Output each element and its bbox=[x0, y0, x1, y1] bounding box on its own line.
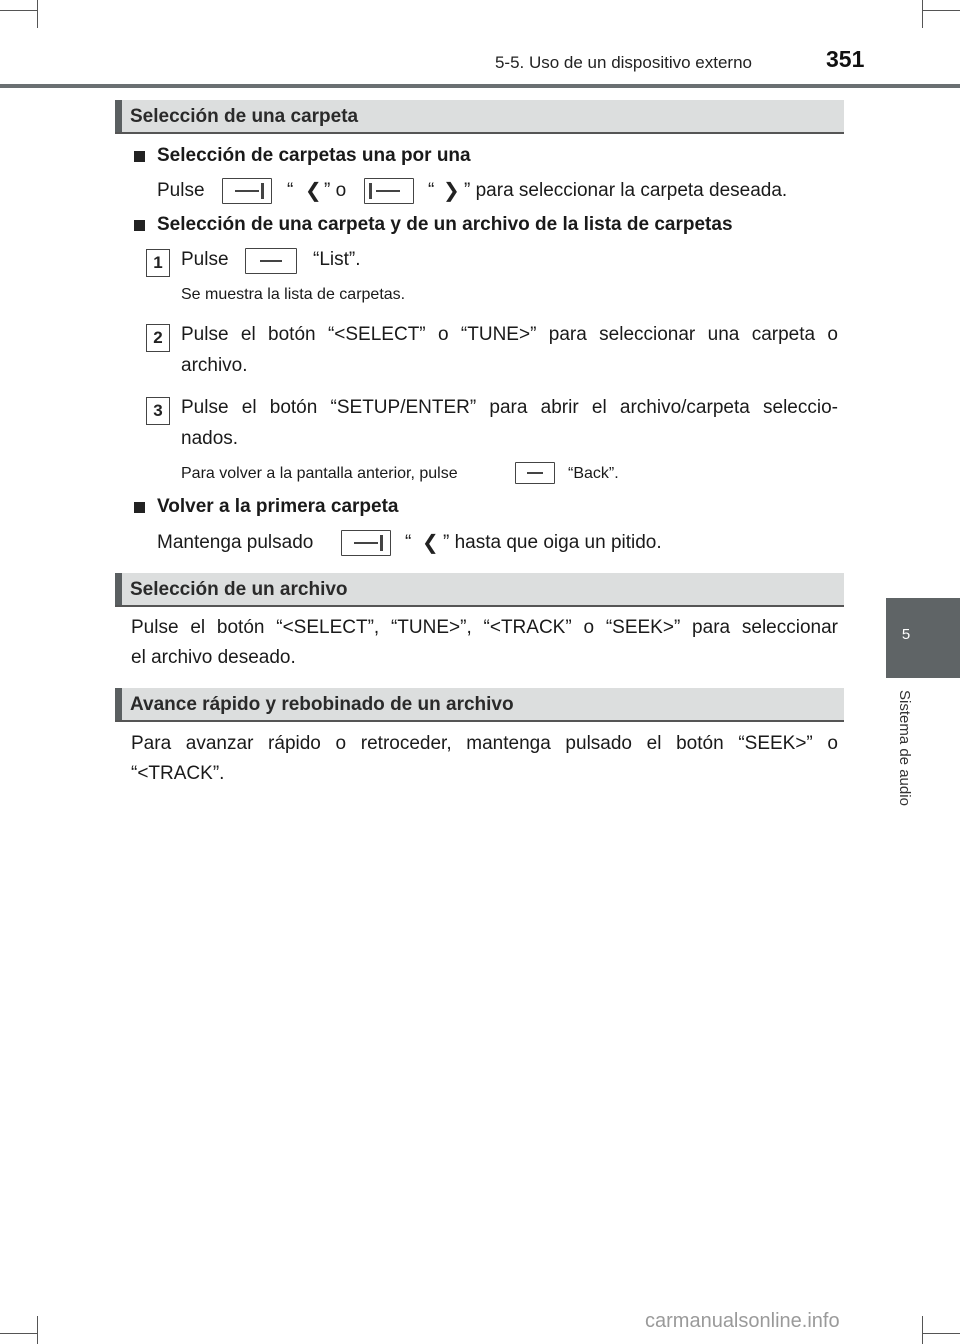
bullet-square bbox=[134, 151, 145, 162]
body-text: “List”. bbox=[313, 249, 361, 270]
crop-mark bbox=[922, 0, 923, 28]
quote-open: “ bbox=[287, 180, 294, 201]
quote-open: “ bbox=[405, 532, 412, 553]
body-text: ” hasta que oiga un pitido. bbox=[443, 532, 662, 553]
tune-button-icon bbox=[222, 178, 272, 204]
header-rule bbox=[0, 84, 960, 88]
chapter-label: Sistema de audio bbox=[896, 690, 913, 806]
body-text: ” para seleccionar la carpeta deseada. bbox=[464, 180, 788, 201]
crop-mark bbox=[922, 10, 960, 11]
body-text: Pulse el botón “<SELECT”, “TUNE>”, “<TRACK” o “SEEK>” para seleccionar bbox=[131, 617, 838, 638]
header-title: 5-5. Uso de un dispositivo externo bbox=[494, 53, 752, 72]
body-text: nados. bbox=[181, 428, 239, 449]
crop-mark bbox=[0, 1333, 38, 1334]
tune-button-icon bbox=[341, 530, 391, 556]
chevron-left-icon: ❮ bbox=[422, 532, 439, 554]
note-text: Se muestra la lista de carpetas. bbox=[181, 286, 406, 303]
crop-mark bbox=[922, 1333, 960, 1334]
body-text: Para avanzar rápido o retroceder, mantenga pulsado el botón “SEEK>” o bbox=[131, 733, 838, 754]
watermark: carmanualsonline.info bbox=[645, 1310, 840, 1332]
subsection-title: Selección de carpetas una por una bbox=[157, 145, 471, 166]
note-text: Para volver a la pantalla anterior, pulse bbox=[181, 465, 458, 482]
body-text: Pulse bbox=[157, 180, 205, 201]
section-heading-fast-forward: Avance rápido y rebobinado de un archivo bbox=[115, 688, 844, 722]
body-text: el archivo deseado. bbox=[131, 647, 296, 668]
body-text: Pulse el botón “SETUP/ENTER” para abrir el archivo/carpeta seleccio- bbox=[181, 397, 838, 418]
subsection-title: Selección de una carpeta y de un archivo de la lista de carpetas bbox=[157, 214, 733, 235]
button-icon bbox=[515, 462, 555, 484]
bullet-square bbox=[134, 220, 145, 231]
note-text: “Back”. bbox=[568, 465, 619, 482]
step-number: 1 bbox=[146, 249, 170, 277]
button-icon bbox=[245, 248, 297, 274]
section-heading-folder: Selección de una carpeta bbox=[115, 100, 844, 134]
chevron-left-icon: ❮ bbox=[305, 180, 322, 202]
crop-mark bbox=[37, 1316, 38, 1344]
body-text: “<TRACK”. bbox=[131, 763, 225, 784]
step-number: 3 bbox=[146, 397, 170, 425]
body-text: ” o bbox=[324, 180, 347, 201]
step-number: 2 bbox=[146, 324, 170, 352]
chevron-right-icon: ❯ bbox=[443, 180, 460, 202]
subsection-title: Volver a la primera carpeta bbox=[157, 496, 399, 517]
crop-mark bbox=[0, 10, 38, 11]
crop-mark bbox=[922, 1316, 923, 1344]
body-text: archivo. bbox=[181, 355, 248, 376]
section-heading-file: Selección de un archivo bbox=[115, 573, 844, 607]
body-text: Pulse bbox=[181, 249, 229, 270]
crop-mark bbox=[37, 0, 38, 28]
body-text: Pulse el botón “<SELECT” o “TUNE>” para seleccionar una carpeta o bbox=[181, 324, 838, 345]
chapter-number: 5 bbox=[901, 626, 911, 643]
bullet-square bbox=[134, 502, 145, 513]
page-number: 351 bbox=[826, 46, 865, 72]
tune-button-icon bbox=[364, 178, 414, 204]
body-text: Mantenga pulsado bbox=[157, 532, 314, 553]
quote-open: “ bbox=[428, 180, 435, 201]
